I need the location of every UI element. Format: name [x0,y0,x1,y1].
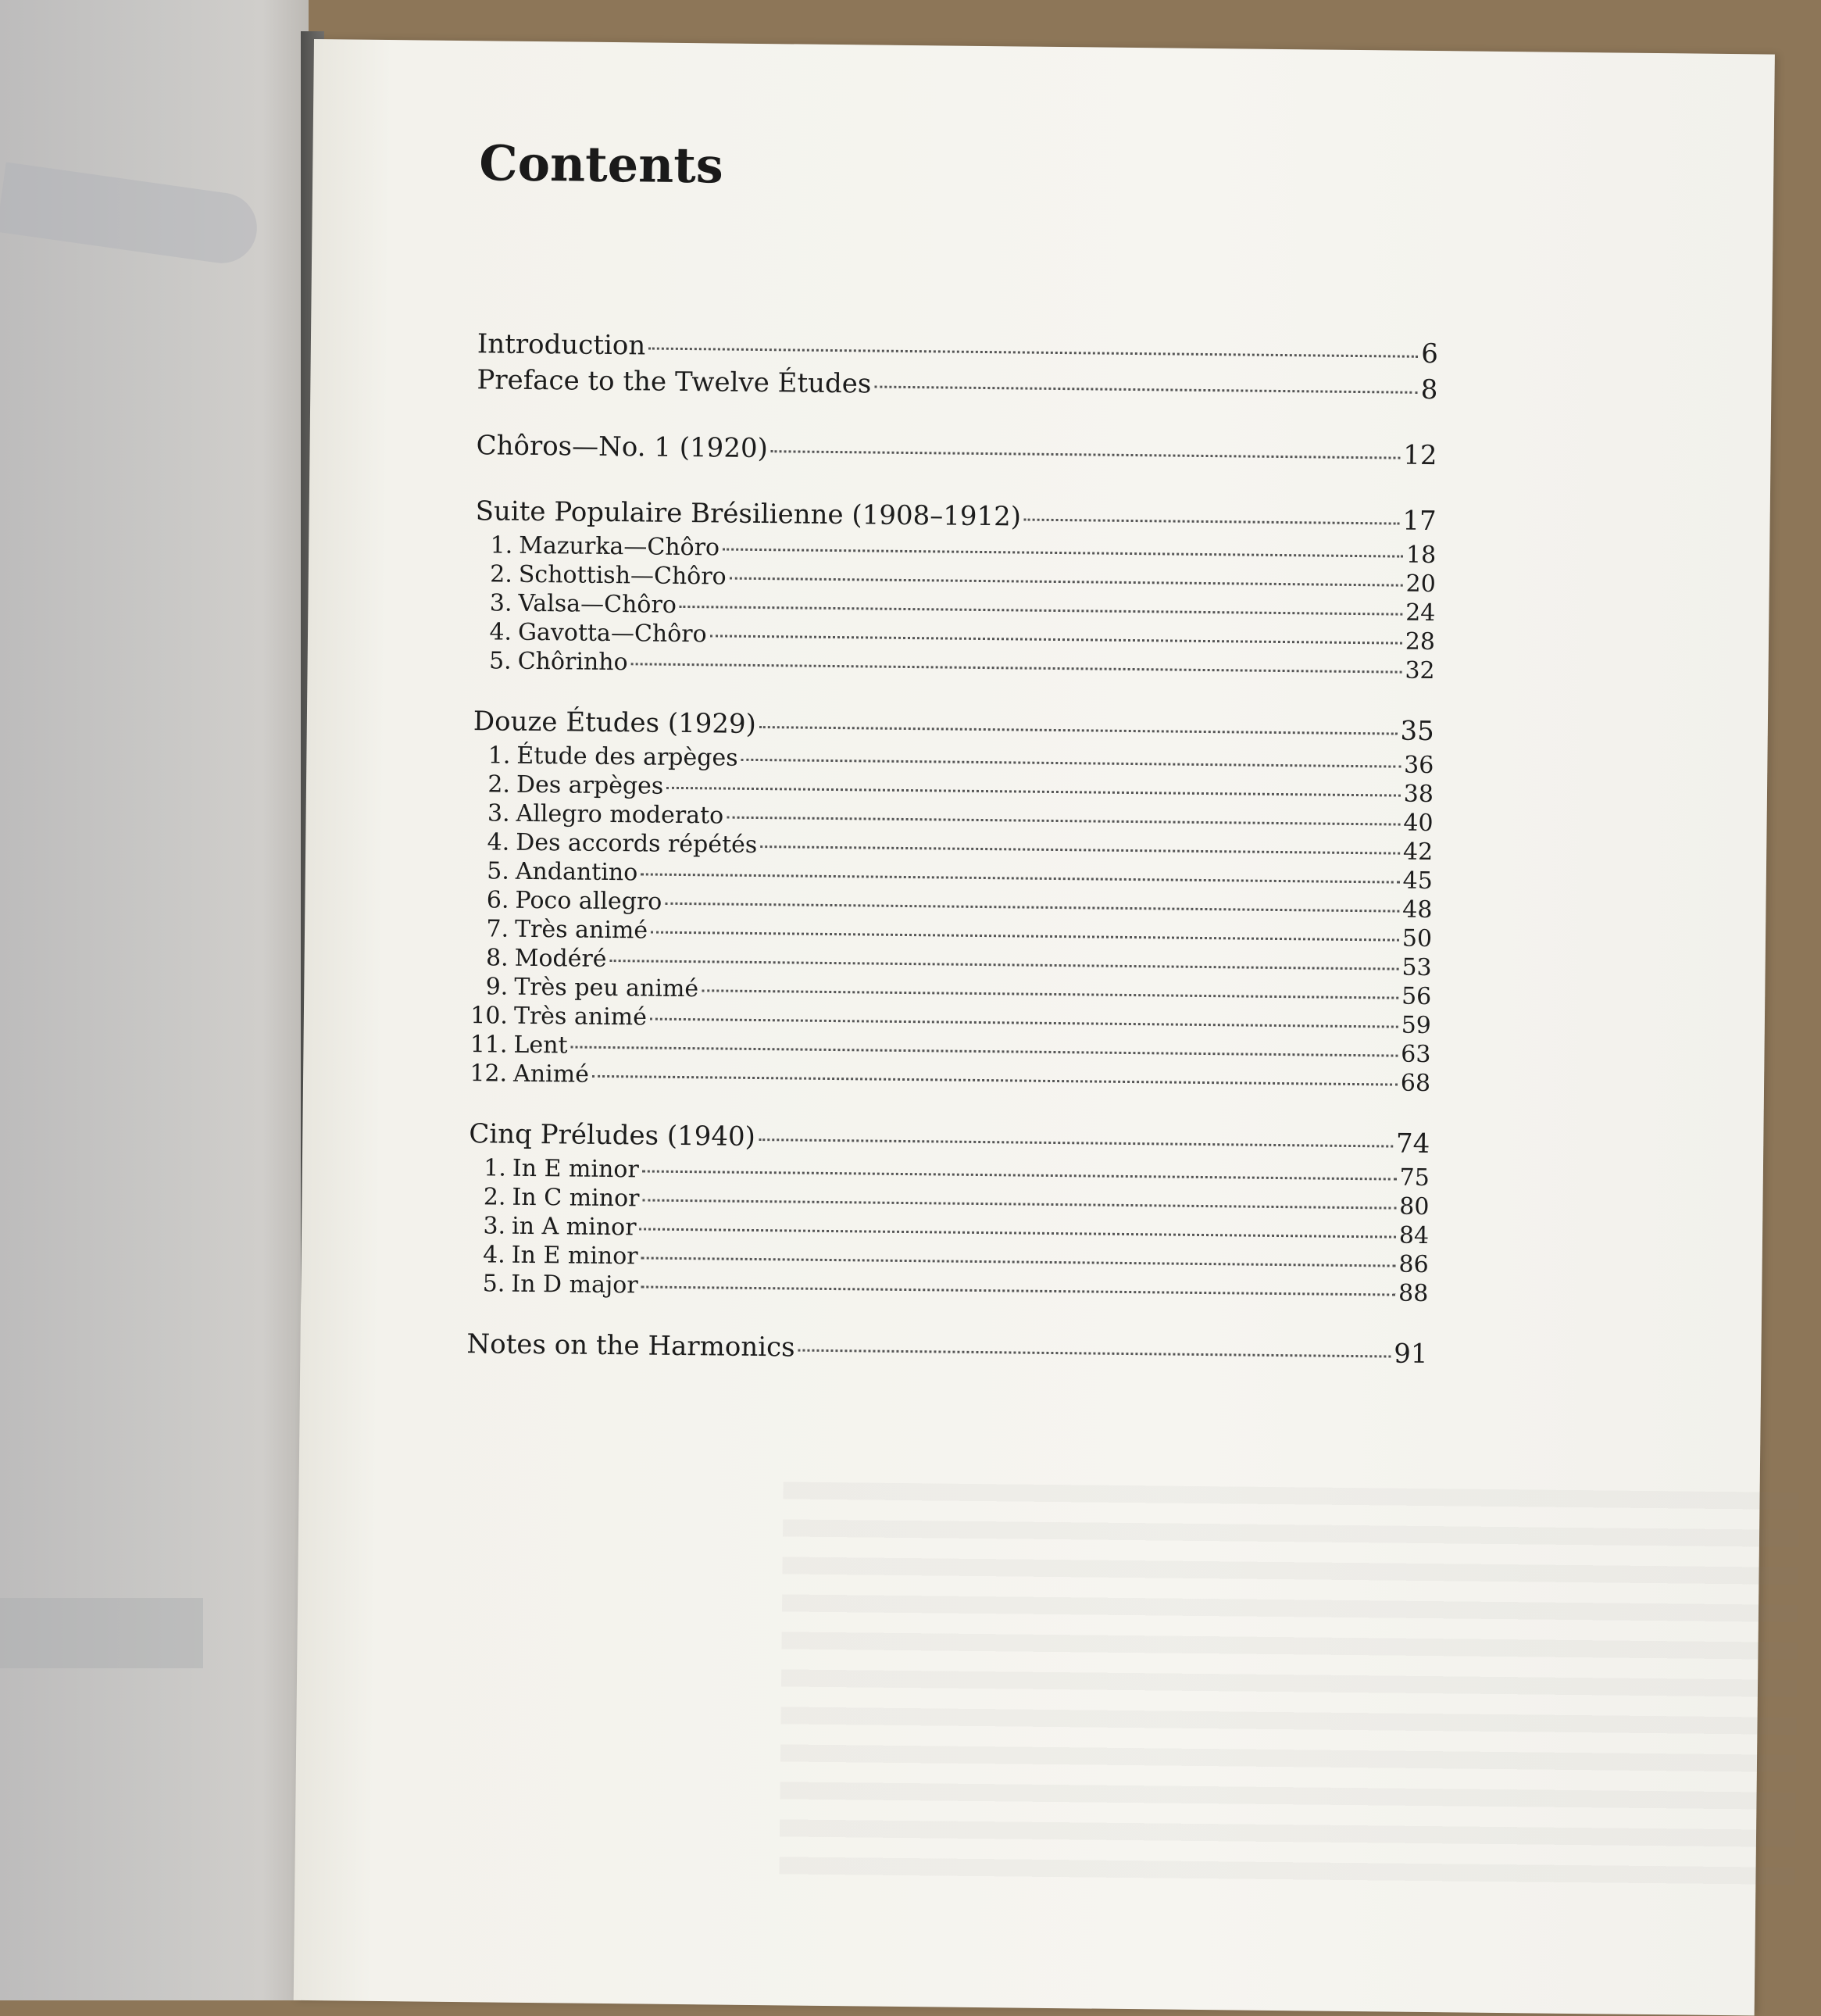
toc-page-number: 18 [1405,541,1437,570]
toc-item-title: in A minor [511,1212,637,1242]
toc-section-title: Suite Populaire Brésilienne (1908–1912) [475,495,1022,533]
toc-item-title: Andantino [515,857,638,887]
toc-item-number: 8. [485,944,509,972]
dot-leader [609,960,1398,970]
toc-item-number: 3. [489,589,512,617]
toc-item-number: 4. [489,618,512,646]
toc-section-title: Notes on the Harmonics [466,1328,795,1364]
toc-group [470,706,1434,1099]
toc-item-number: 1. [487,742,511,770]
toc-page-number: 48 [1402,895,1433,924]
dot-leader [874,386,1417,394]
dot-leader [665,903,1399,913]
dot-leader [666,787,1401,797]
dot-leader [760,845,1400,855]
facing-page-shadow-lower [0,1598,203,1668]
toc-item-number: 11. [470,1031,508,1059]
toc-item-title: In D major [511,1270,638,1299]
table-of-contents [466,328,1438,1404]
dot-leader [798,1349,1391,1358]
toc-section [466,1328,1427,1374]
toc-section [476,430,1437,476]
toc-item-title: Gavotta—Chôro [517,618,707,649]
dot-leader [571,1046,1398,1057]
toc-section-title: Introduction [477,328,646,362]
toc-page-number: 63 [1401,1040,1431,1069]
toc-item-number: 6. [486,886,509,914]
toc-item-title: Chôrinho [517,647,628,677]
toc-page-number: 80 [1399,1192,1430,1221]
dot-leader [651,931,1399,942]
toc-item-number: 3. [487,799,510,827]
toc-item-number: 12. [470,1060,508,1088]
toc-group [473,495,1436,686]
toc-item-number: 5. [487,857,510,885]
dot-leader [592,1075,1398,1086]
toc-item-title: Poco allegro [515,886,662,916]
toc-page-number: 53 [1401,953,1432,982]
toc-section-title: Cinq Préludes (1940) [469,1118,756,1153]
dot-leader [727,817,1400,826]
toc-page-number: 20 [1405,570,1436,599]
dot-leader [641,1285,1395,1296]
dot-leader [771,450,1400,459]
dot-leader [639,1228,1395,1238]
toc-item-title: Étude des arpèges [516,742,738,772]
toc-item-title: In E minor [511,1241,638,1271]
toc-page-number: 8 [1420,374,1438,406]
toc-item-title: Allegro moderato [516,799,724,830]
dot-leader [641,873,1399,883]
toc-item-number: 5. [488,647,512,675]
toc-item-number: 10. [470,1002,509,1030]
toc-page-number: 32 [1405,656,1435,685]
toc-item-title: Mazurka—Chôro [519,531,720,562]
toc-group [476,430,1437,476]
toc-page-number: 17 [1402,505,1437,538]
toc-item-title: Très peu animé [514,973,699,1003]
dot-leader [741,759,1401,768]
toc-item-title: Des arpèges [516,770,664,800]
toc-item-number: 3. [483,1212,506,1240]
dot-leader [631,663,1402,673]
toc-item-title: Très animé [513,1002,648,1031]
toc-page-number: 35 [1400,715,1435,748]
toc-group [477,328,1438,410]
contents-page [294,39,1775,2015]
toc-item-number: 4. [487,828,510,856]
toc-item-title: Animé [512,1060,590,1088]
toc-item-number: 2. [483,1183,506,1211]
toc-item-number: 4. [482,1241,505,1269]
dot-leader [730,577,1403,587]
toc-item-title: Valsa—Chôro [518,589,677,619]
toc-page-number: 86 [1398,1250,1429,1279]
toc-item-number: 7. [486,915,509,943]
toc-page-number: 38 [1403,780,1434,809]
toc-page-number: 42 [1402,838,1434,867]
dot-leader [723,549,1403,558]
facing-page-shadow [0,162,262,267]
toc-item-title: In E minor [512,1154,639,1184]
dot-leader [710,634,1402,644]
toc-item-title: In C minor [512,1183,640,1213]
dot-leader [642,1170,1397,1180]
toc-section-title: Preface to the Twelve Études [477,364,872,400]
toc-item-number: 1. [490,531,513,559]
toc-section-title: Douze Études (1929) [473,706,757,740]
toc-page-number: 84 [1398,1221,1430,1250]
dot-leader [642,1199,1396,1209]
toc-page-number: 40 [1403,809,1434,838]
toc-item-title: Des accords répétés [516,828,758,859]
dot-leader [759,1138,1393,1148]
toc-page-number: 91 [1393,1338,1428,1371]
toc-item-title: Lent [513,1031,568,1060]
toc-page-number: 75 [1399,1163,1430,1192]
toc-page-number: 88 [1398,1279,1429,1308]
toc-item-number: 1. [484,1154,507,1182]
toc-page-number: 45 [1402,867,1433,895]
toc-page-number: 50 [1401,924,1433,953]
toc-page-number: 36 [1403,751,1434,780]
toc-section-title: Chôros—No. 1 (1920) [476,430,769,465]
facing-page [0,0,309,2000]
toc-group [467,1118,1430,1309]
toc-page-number: 6 [1421,338,1439,370]
dot-leader [759,726,1398,735]
dot-leader [680,606,1402,616]
bleed-through-lines [779,1482,1798,1899]
toc-item-number: 9. [485,973,509,1001]
toc-item-number: 2. [490,560,513,588]
toc-item-number: 5. [482,1270,505,1298]
toc-group [466,1328,1427,1374]
toc-page-number: 12 [1403,439,1437,472]
toc-page-number: 59 [1401,1011,1432,1040]
toc-item-title: Schottish—Chôro [518,560,727,591]
dot-leader [641,1256,1396,1267]
toc-page-number: 28 [1405,627,1436,656]
dot-leader [650,1018,1398,1028]
toc-item-title: Modéré [514,944,607,973]
toc-item-title: Très animé [514,915,648,945]
toc-item-number: 2. [487,770,511,799]
toc-page-number: 24 [1405,599,1436,627]
dot-leader [1024,519,1399,525]
toc-page-number: 74 [1395,1128,1430,1160]
dot-leader [648,348,1418,358]
dot-leader [702,989,1398,999]
toc-page-number: 68 [1400,1069,1431,1098]
toc-page-number: 56 [1401,982,1432,1011]
page-title: Contents [478,134,724,195]
